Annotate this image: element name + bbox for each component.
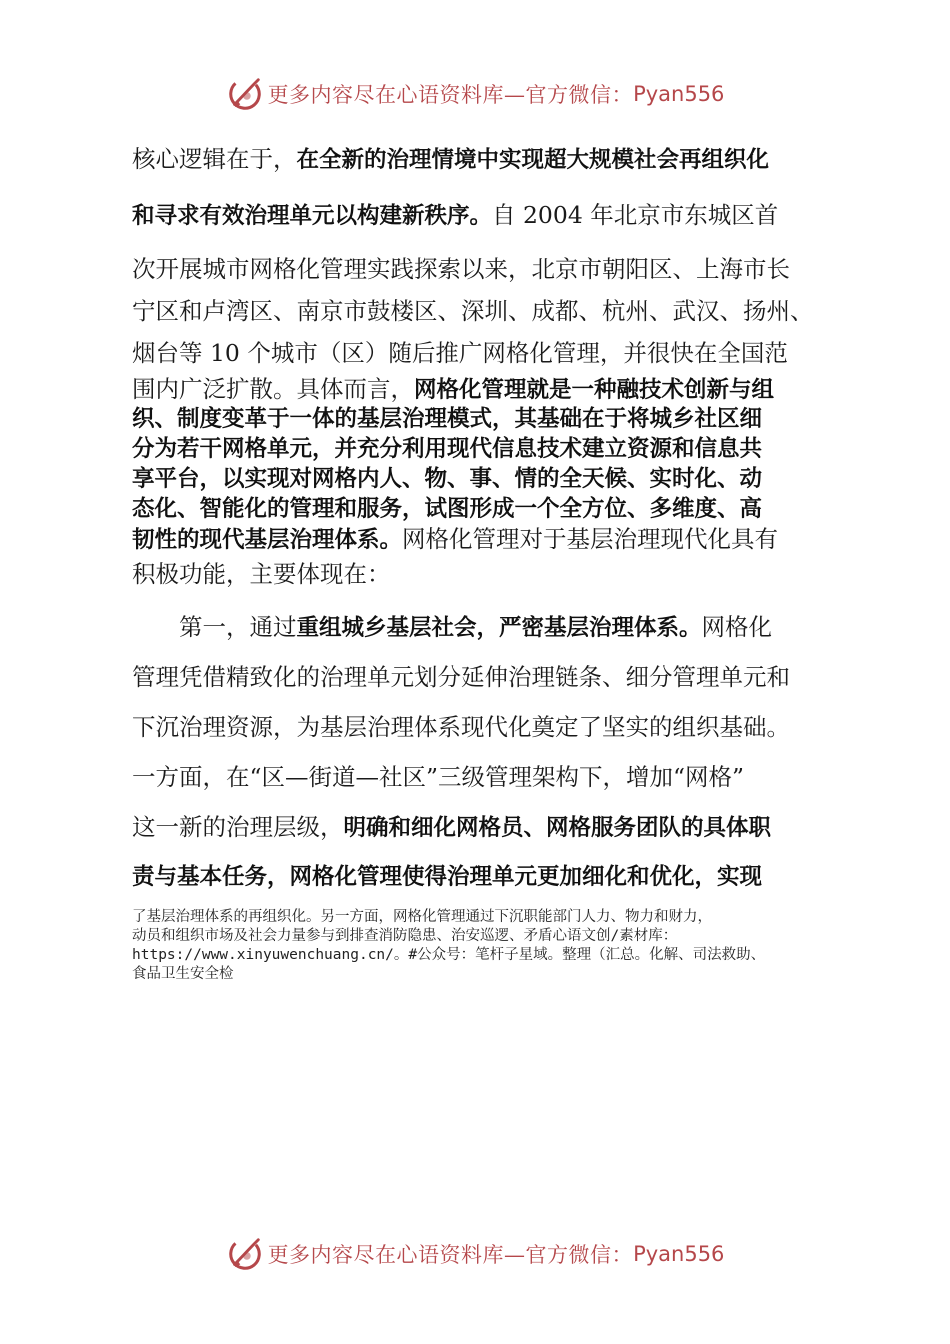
text-line: 烟台等 10 个城市（区）随后推广网格化管理，并很快在全国范 [132, 339, 788, 367]
paragraph-1 [132, 138, 852, 594]
paragraph-2 [132, 602, 852, 902]
text-line: 韧性的现代基层治理体系。网格化管理对于基层治理现代化具有 [132, 525, 779, 553]
text-line: 次开展城市网格化管理实践探索以来，北京市朝阳区、上海市长 [132, 255, 790, 283]
text-line: 动员和组织市场及社会力量参与到排查消防隐患、治安巡逻、矛盾心语文创/素材库： [132, 928, 678, 944]
text-line: 织、制度变革于一体的基层治理模式，其基础在于将城乡社区细 [132, 406, 763, 432]
text-line: 和寻求有效治理单元以构建新秩序。自 2004 年北京市东城区首 [132, 201, 779, 229]
text-line: 态化、智能化的管理和服务，试图形成一个全方位、多维度、高 [132, 496, 763, 522]
source-url-text: https://www.xinyuwenchuang.cn/。#公众号：笔杆子星域。整理（汇总。化解、司法救助、 [132, 947, 766, 963]
text-line: 宁区和卢湾区、南京市鼓楼区、深圳、成都、杭州、武汉、扬州、 [132, 297, 814, 325]
footnote-text [132, 908, 892, 984]
text-line: 分为若干网格单元，并充分利用现代信息技术建立资源和信息共 [132, 436, 763, 462]
text-line: 责与基本任务，网格化管理使得治理单元更加细化和优化，实现 [132, 864, 763, 890]
banner-text: 更多内容尽在心语资料库—官方微信： [267, 83, 634, 107]
banner-wechat-id: Pyan556 [633, 1242, 725, 1266]
brush-logo-icon [226, 75, 264, 113]
brush-logo-icon [226, 1235, 264, 1273]
text-line: 了基层治理体系的再组织化。另一方面，网格化管理通过下沉职能部门人力、物力和财力， [132, 909, 712, 925]
text-line: 围内广泛扩散。具体而言，网格化管理就是一种融技术创新与组 [132, 375, 775, 403]
text-line: 第一，通过重组城乡基层社会，严密基层治理体系。网格化 [179, 613, 773, 641]
banner-text: 更多内容尽在心语资料库—官方微信： [267, 1243, 634, 1267]
text-line: 管理凭借精致化的治理单元划分延伸治理链条、细分管理单元和 [132, 663, 790, 691]
text-line: 享平台，以实现对网格内人、物、事、情的全天候、实时化、动 [132, 466, 763, 492]
header-banner [0, 72, 950, 116]
text-line: 食品卫生安全检 [132, 966, 234, 982]
document-body [132, 138, 852, 984]
text-line: 一方面，在“区—街道—社区”三级管理架构下，增加“网格” [132, 763, 745, 791]
text-line: 下沉治理资源，为基层治理体系现代化奠定了坚实的组织基础。 [132, 713, 790, 741]
text-line: 核心逻辑在于，在全新的治理情境中实现超大规模社会再组织化 [132, 145, 770, 173]
banner-wechat-id: Pyan556 [633, 82, 725, 106]
footer-banner [0, 1232, 950, 1276]
text-line: 积极功能，主要体现在： [132, 560, 391, 588]
text-line: 这一新的治理层级，明确和细化网格员、网格服务团队的具体职 [132, 813, 772, 841]
